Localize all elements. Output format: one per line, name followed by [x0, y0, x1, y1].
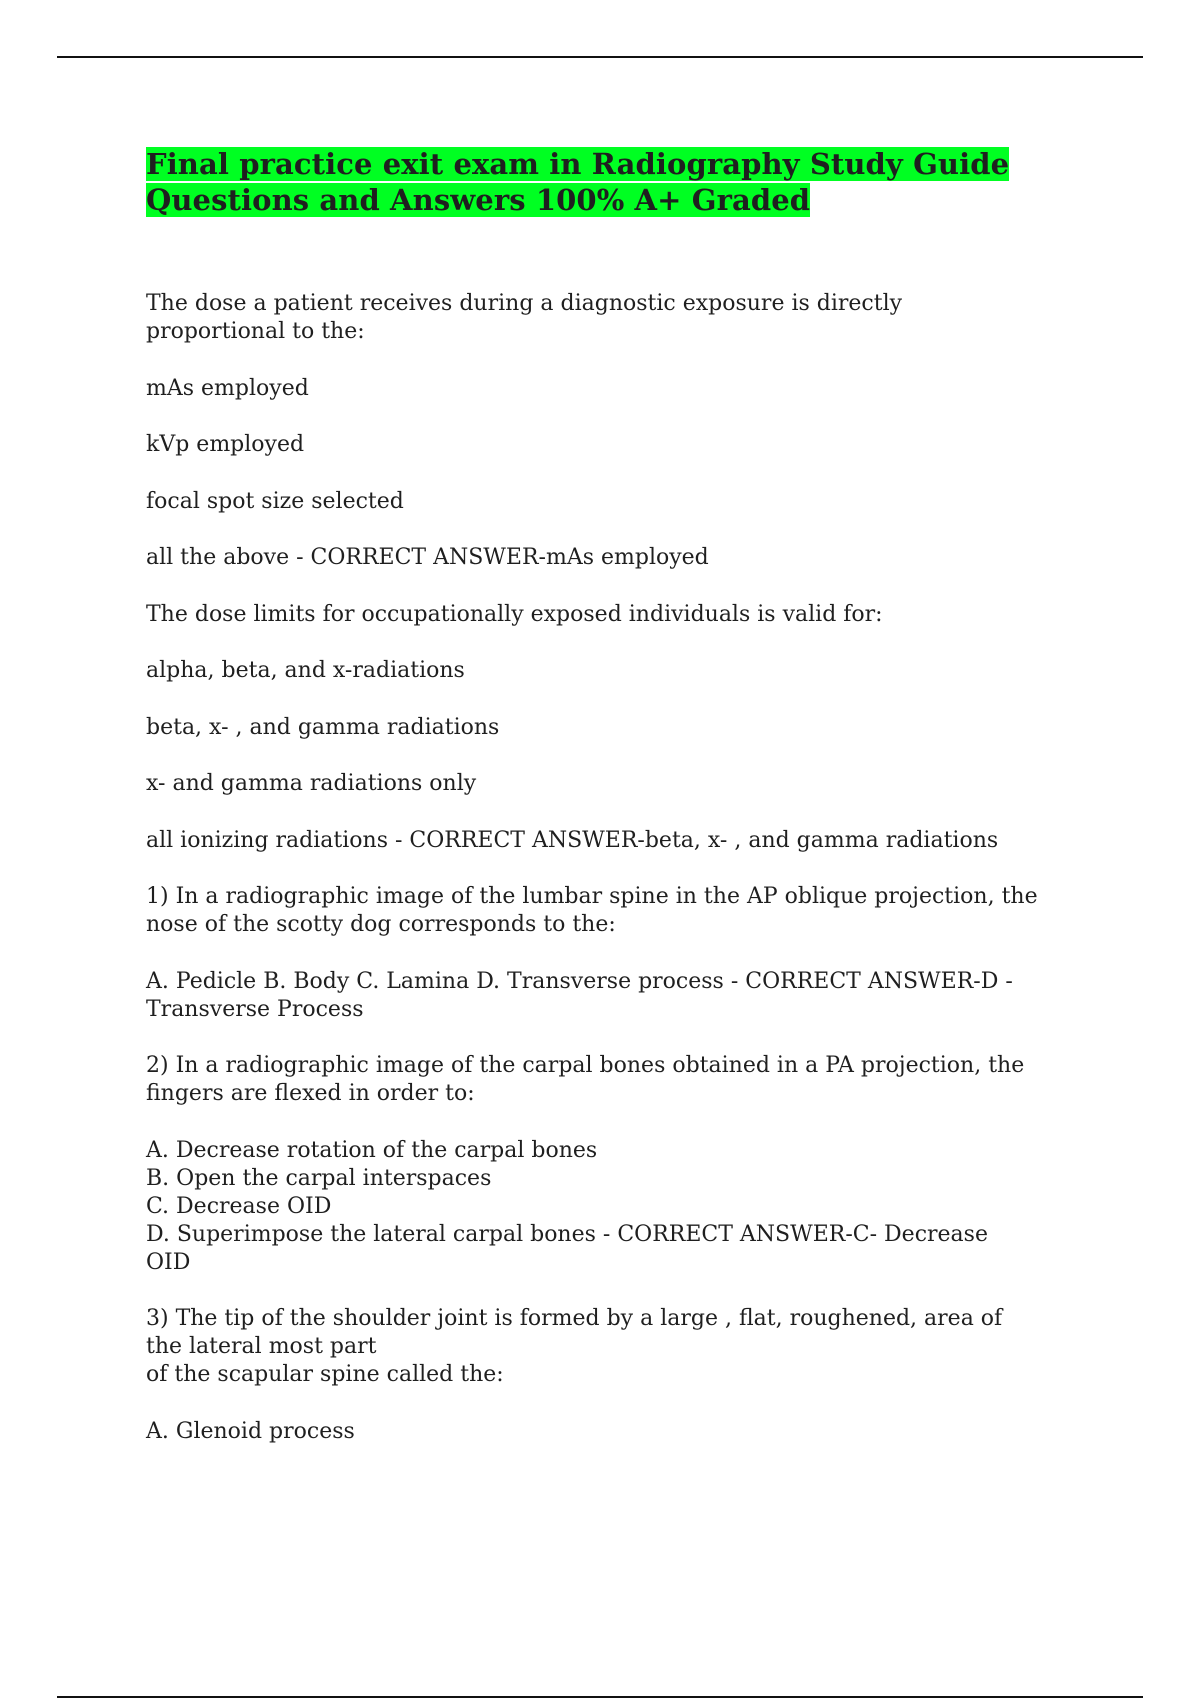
question-5-option-a: A. Glenoid process: [146, 1418, 355, 1444]
header-rule: [57, 56, 1143, 58]
question-5-stem: 3) The tip of the shoulder joint is formed by a large , flat, roughened, area of the lateral most part of the scapular spine called the:: [146, 1306, 1003, 1387]
document-title-text: Final practice exit exam in Radiography Study Guide Questions and Answers 100% A+ Graded: [146, 147, 1010, 217]
question-2-option-4-answer: all ionizing radiations - CORRECT ANSWER-beta, x- , and gamma radiations: [146, 827, 999, 853]
question-3-stem: 1) In a radiographic image of the lumbar spine in the AP oblique projection, the nose of the scotty dog corresponds to the:: [146, 884, 1038, 937]
question-1-option-1: mAs employed: [146, 375, 309, 401]
question-1-option-3: focal spot size selected: [146, 488, 404, 514]
footer-rule: [57, 1696, 1143, 1698]
question-3-options-answer: A. Pedicle B. Body C. Lamina D. Transverse process - CORRECT ANSWER-D - Transverse Process: [146, 968, 1013, 1022]
question-1-stem: The dose a patient receives during a diagnostic exposure is directly proportional to the:: [146, 291, 903, 344]
question-4-options-answer: A. Decrease rotation of the carpal bones B. Open the carpal interspaces C. Decrease OID D. Superimpose the lateral carpal bones - CORRECT ANSWER-C- Decrease OID: [146, 1137, 988, 1275]
question-2-option-1: alpha, beta, and x-radiations: [146, 658, 465, 683]
question-2-option-2: beta, x- , and gamma radiations: [146, 714, 500, 740]
question-2-stem: The dose limits for occupationally exposed individuals is valid for:: [146, 601, 883, 627]
document-title: [146, 146, 1096, 218]
question-1-option-4-answer: all the above - CORRECT ANSWER-mAs employed: [146, 545, 709, 570]
question-4-stem: 2) In a radiographic image of the carpal bones obtained in a PA projection, the fingers are flexed in order to:: [146, 1053, 1025, 1106]
question-1-option-2: kVp employed: [146, 432, 305, 457]
document-body: [146, 146, 1096, 1474]
question-2-option-3: x- and gamma radiations only: [146, 771, 477, 796]
